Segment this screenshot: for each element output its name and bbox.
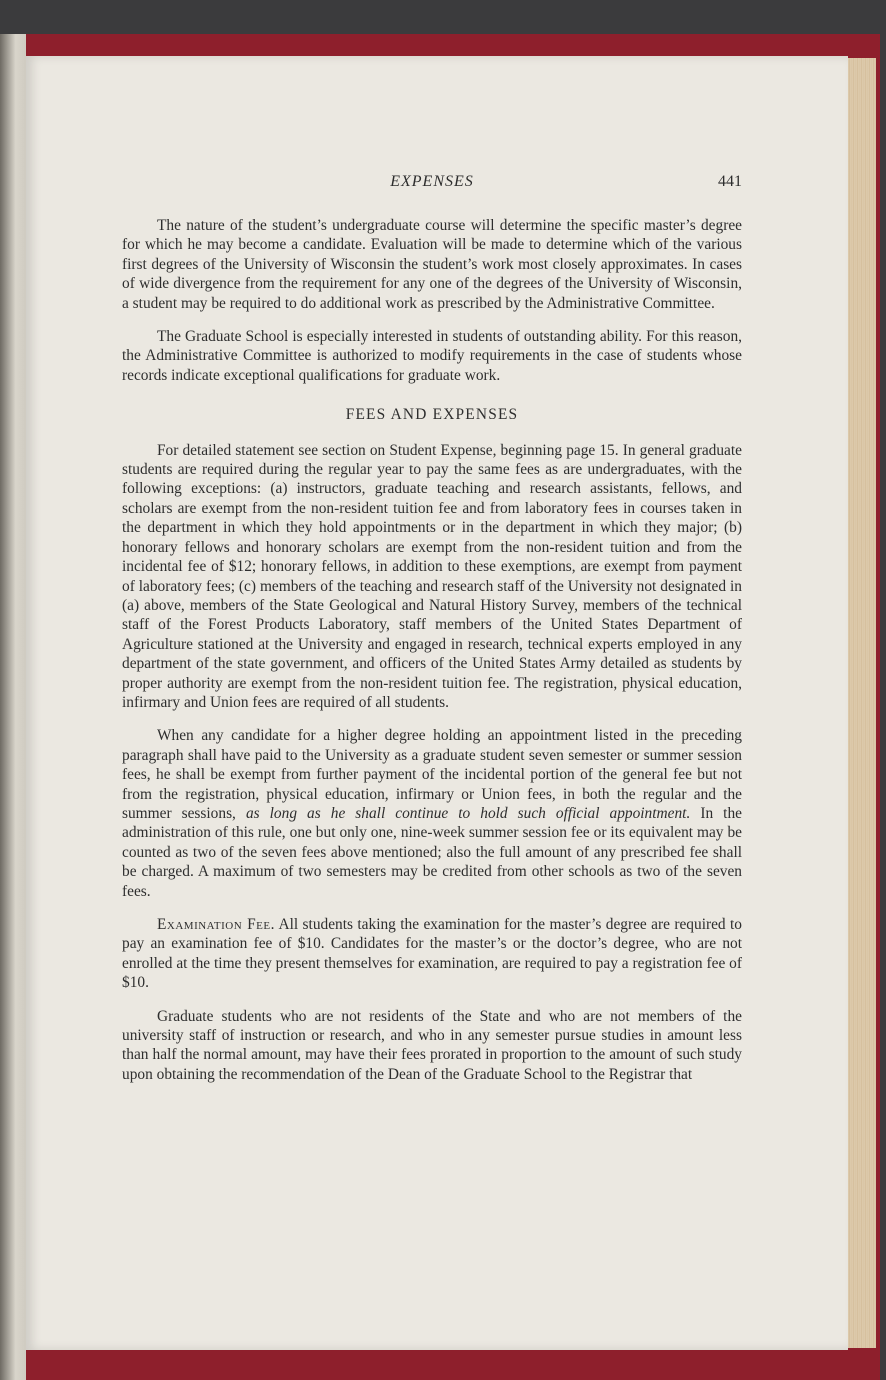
paragraph-degree-evaluation: The nature of the student’s undergraduate course will determine the specific master’s degree for which he may become a candidate. Evaluation will be made to determine which of the various first degrees of the University of Wisconsin the student’s work most closely approximates. In cases of wide divergence from the requirement for any one of the degrees of the University of Wisconsin, a student may be required to do additional work as prescribed by the Administrative Committee. xyxy=(122,217,742,312)
paragraph-text: In the administration of this rule, one but only one, nine-week summer session fee or its equivalent may be counted as two of the seven fees above mentioned; also the full amount of any prescribed fee shall be charged. A maximum of two semesters may be credited from other schools as two of the seven fees. xyxy=(122,804,742,900)
facing-page-edge xyxy=(0,34,26,1380)
italic-phrase: as long as he shall continue to hold such official appointment. xyxy=(245,804,691,822)
paragraph-text: All students taking the examination for the master’s degree are required to pay an examination fee of $10. Candidates for the master’s or the doctor’s degree, who are not enrolled at the time they present themselves for examination, are required to pay a registration fee of $10. xyxy=(122,916,743,992)
paragraph-prorated-fees: Graduate students who are not residents of the State and who are not members of the university staff of instruction or research, and who in any semester pursue studies in amount less than half the normal amount, may have their fees prorated in proportion to the amount of such study upon obtaining the recommendation of the Dean of the Graduate School to the Registrar that xyxy=(122,1007,742,1083)
paragraph-text: When any candidate for a higher degree holding an appointment listed in the preceding paragraph shall have paid to the University as a graduate student seven semester or summer session fees, he shall be exempt from further payment of the incidental portion of the general fee but not from the registration, physical education, infirmary or Union fees, in both the regular and the summer sessions, xyxy=(122,727,742,822)
page-body xyxy=(122,216,742,1098)
page-number: 441 xyxy=(718,173,742,190)
paragraph-fee-exemptions: For detailed statement see section on Student Expense, beginning page 15. In general graduate students are required during the regular year to pay the same fees as are undergraduates, with the following exceptions: (a) instructors, graduate teaching and research assistants, fellows, and scholars are exempt from the non-resident tuition fee and from laboratory fees in courses taken in the department in which they hold appointments or in the department in which they major; (b) honorary fellows and honorary scholars are exempt from the non-resident tuition and from the incidental fee of $12; honorary fellows, in addition to these exemptions, are exempt from payment of laboratory fees; (c) members of the teaching and research staff of the University not designated in (a) above, members of the State Geological and Natural History Survey, members of the technical staff of the Forest Products Laboratory, staff members of the United States Department of Agriculture stationed at the University and engaged in research, technical experts employed in any department of the state government, and officers of the United States Army detailed as students by proper authority are exempt from the non-resident tuition fee. The registration, physical education, infirmary and Union fees are required of all students. xyxy=(122,441,742,711)
paragraph-outstanding-ability: The Graduate School is especially interested in students of outstanding ability. For this reason, the Administrative Committee is authorized to modify requirements in the case of students whose records indicate exceptional qualifications for graduate work. xyxy=(122,328,742,384)
page-header xyxy=(122,173,742,195)
page-block-edge xyxy=(848,58,876,1348)
run-in-heading: Examination Fee. xyxy=(157,916,275,933)
section-heading: FEES AND EXPENSES xyxy=(345,406,519,424)
paragraph-examination-fee xyxy=(122,915,742,993)
paragraph-higher-degree-candidates xyxy=(122,726,742,901)
running-head: EXPENSES xyxy=(390,173,474,190)
